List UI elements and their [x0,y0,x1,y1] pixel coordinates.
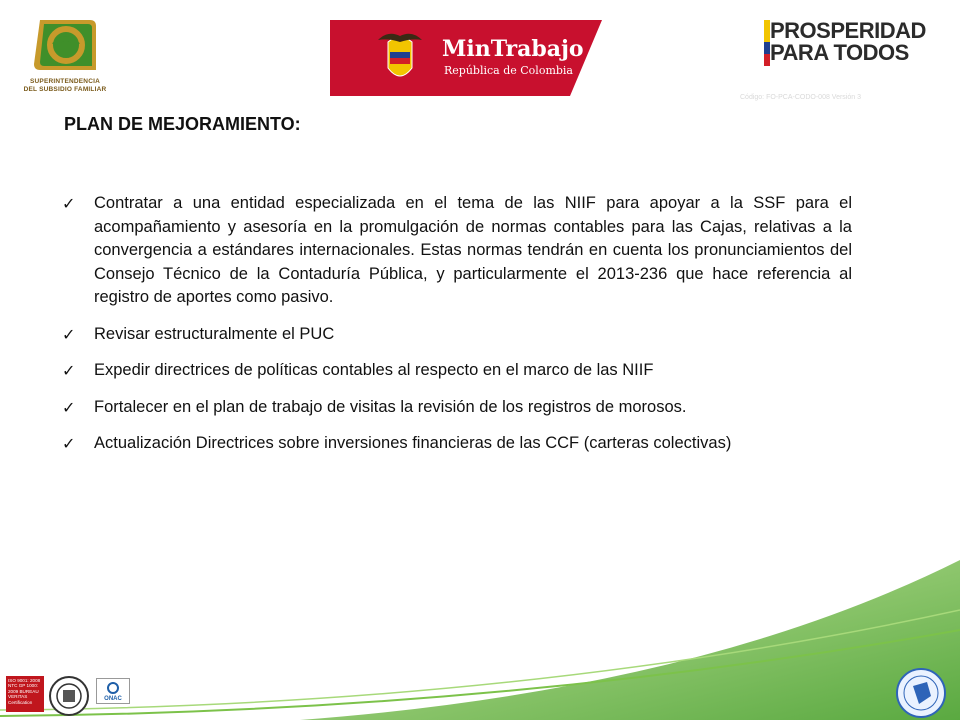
onac-logo-icon [97,679,129,703]
ssf-logo-line-1: SUPERINTENDENCIA [29,78,100,85]
checkmark-icon: ✓ [62,399,76,417]
mintrabajo-title: MinTrabajo [442,36,584,62]
list-item [62,192,852,310]
ssf-logo-line-2: DEL SUBSIDIO FAMILIAR [23,86,107,93]
bureau-veritas-seal-icon [46,674,92,718]
list-item-text: Actualización Directrices sobre inversiones financieras de las CCF (carteras colectivas) [94,434,732,452]
page-title: PLAN DE MEJORAMIENTO: [64,114,301,134]
mintrabajo-logo [330,20,602,96]
improvement-plan-list [62,192,852,469]
checkmark-icon: ✓ [62,436,76,453]
onac-badge [96,678,130,704]
list-item-text: Expedir directrices de políticas contables al respecto en el marco de las NIIF [94,361,654,379]
checkmark-icon: ✓ [62,363,76,380]
list-item [62,396,852,420]
list-item [62,359,852,383]
mintrabajo-subtitle: República de Colombia [444,64,573,77]
list-item-text: Contratar a una entidad especializada en el tema de las NIIF para apoyar a la SSF para el acompañamiento y asesoría en la promulgación de normas contables para las Cajas, relativas a la convergencia a estándares internacionales. Estas normas tendrán en cuenta los pronunciamientos del Consejo Técnico de la Contaduría Pública, y particularmente el 2013-236 que hace referencia al registro de aportes como pasivo. [94,194,852,306]
green-corner-swoosh [0,540,960,720]
list-item-text: Revisar estructuralmente el PUC [94,324,335,343]
onac-label: ONAC [104,696,122,702]
list-item [62,432,852,456]
list-item-text: Fortalecer en el plan de trabajo de visitas la revisión de los registros de morosos. [94,397,687,416]
prosperidad-line-1: PROSPERIDAD [770,18,926,43]
document-code: Código: FO-PCA-CODO-008 Versión 3 [740,94,861,101]
ssf-logo [10,14,120,100]
ssf-logo-icon [10,14,120,78]
prosperidad-line-2: PARA TODOS [770,40,909,65]
list-item [62,323,852,347]
prosperidad-logo [764,18,944,66]
checkmark-icon: ✓ [62,196,76,213]
globe-logo-icon [893,666,949,720]
iso-certification-badge: ISO 9001: 2008 NTC GP 1000: 2009 BUREAU VERITAS Certification [6,676,44,712]
checkmark-icon: ✓ [62,326,76,344]
